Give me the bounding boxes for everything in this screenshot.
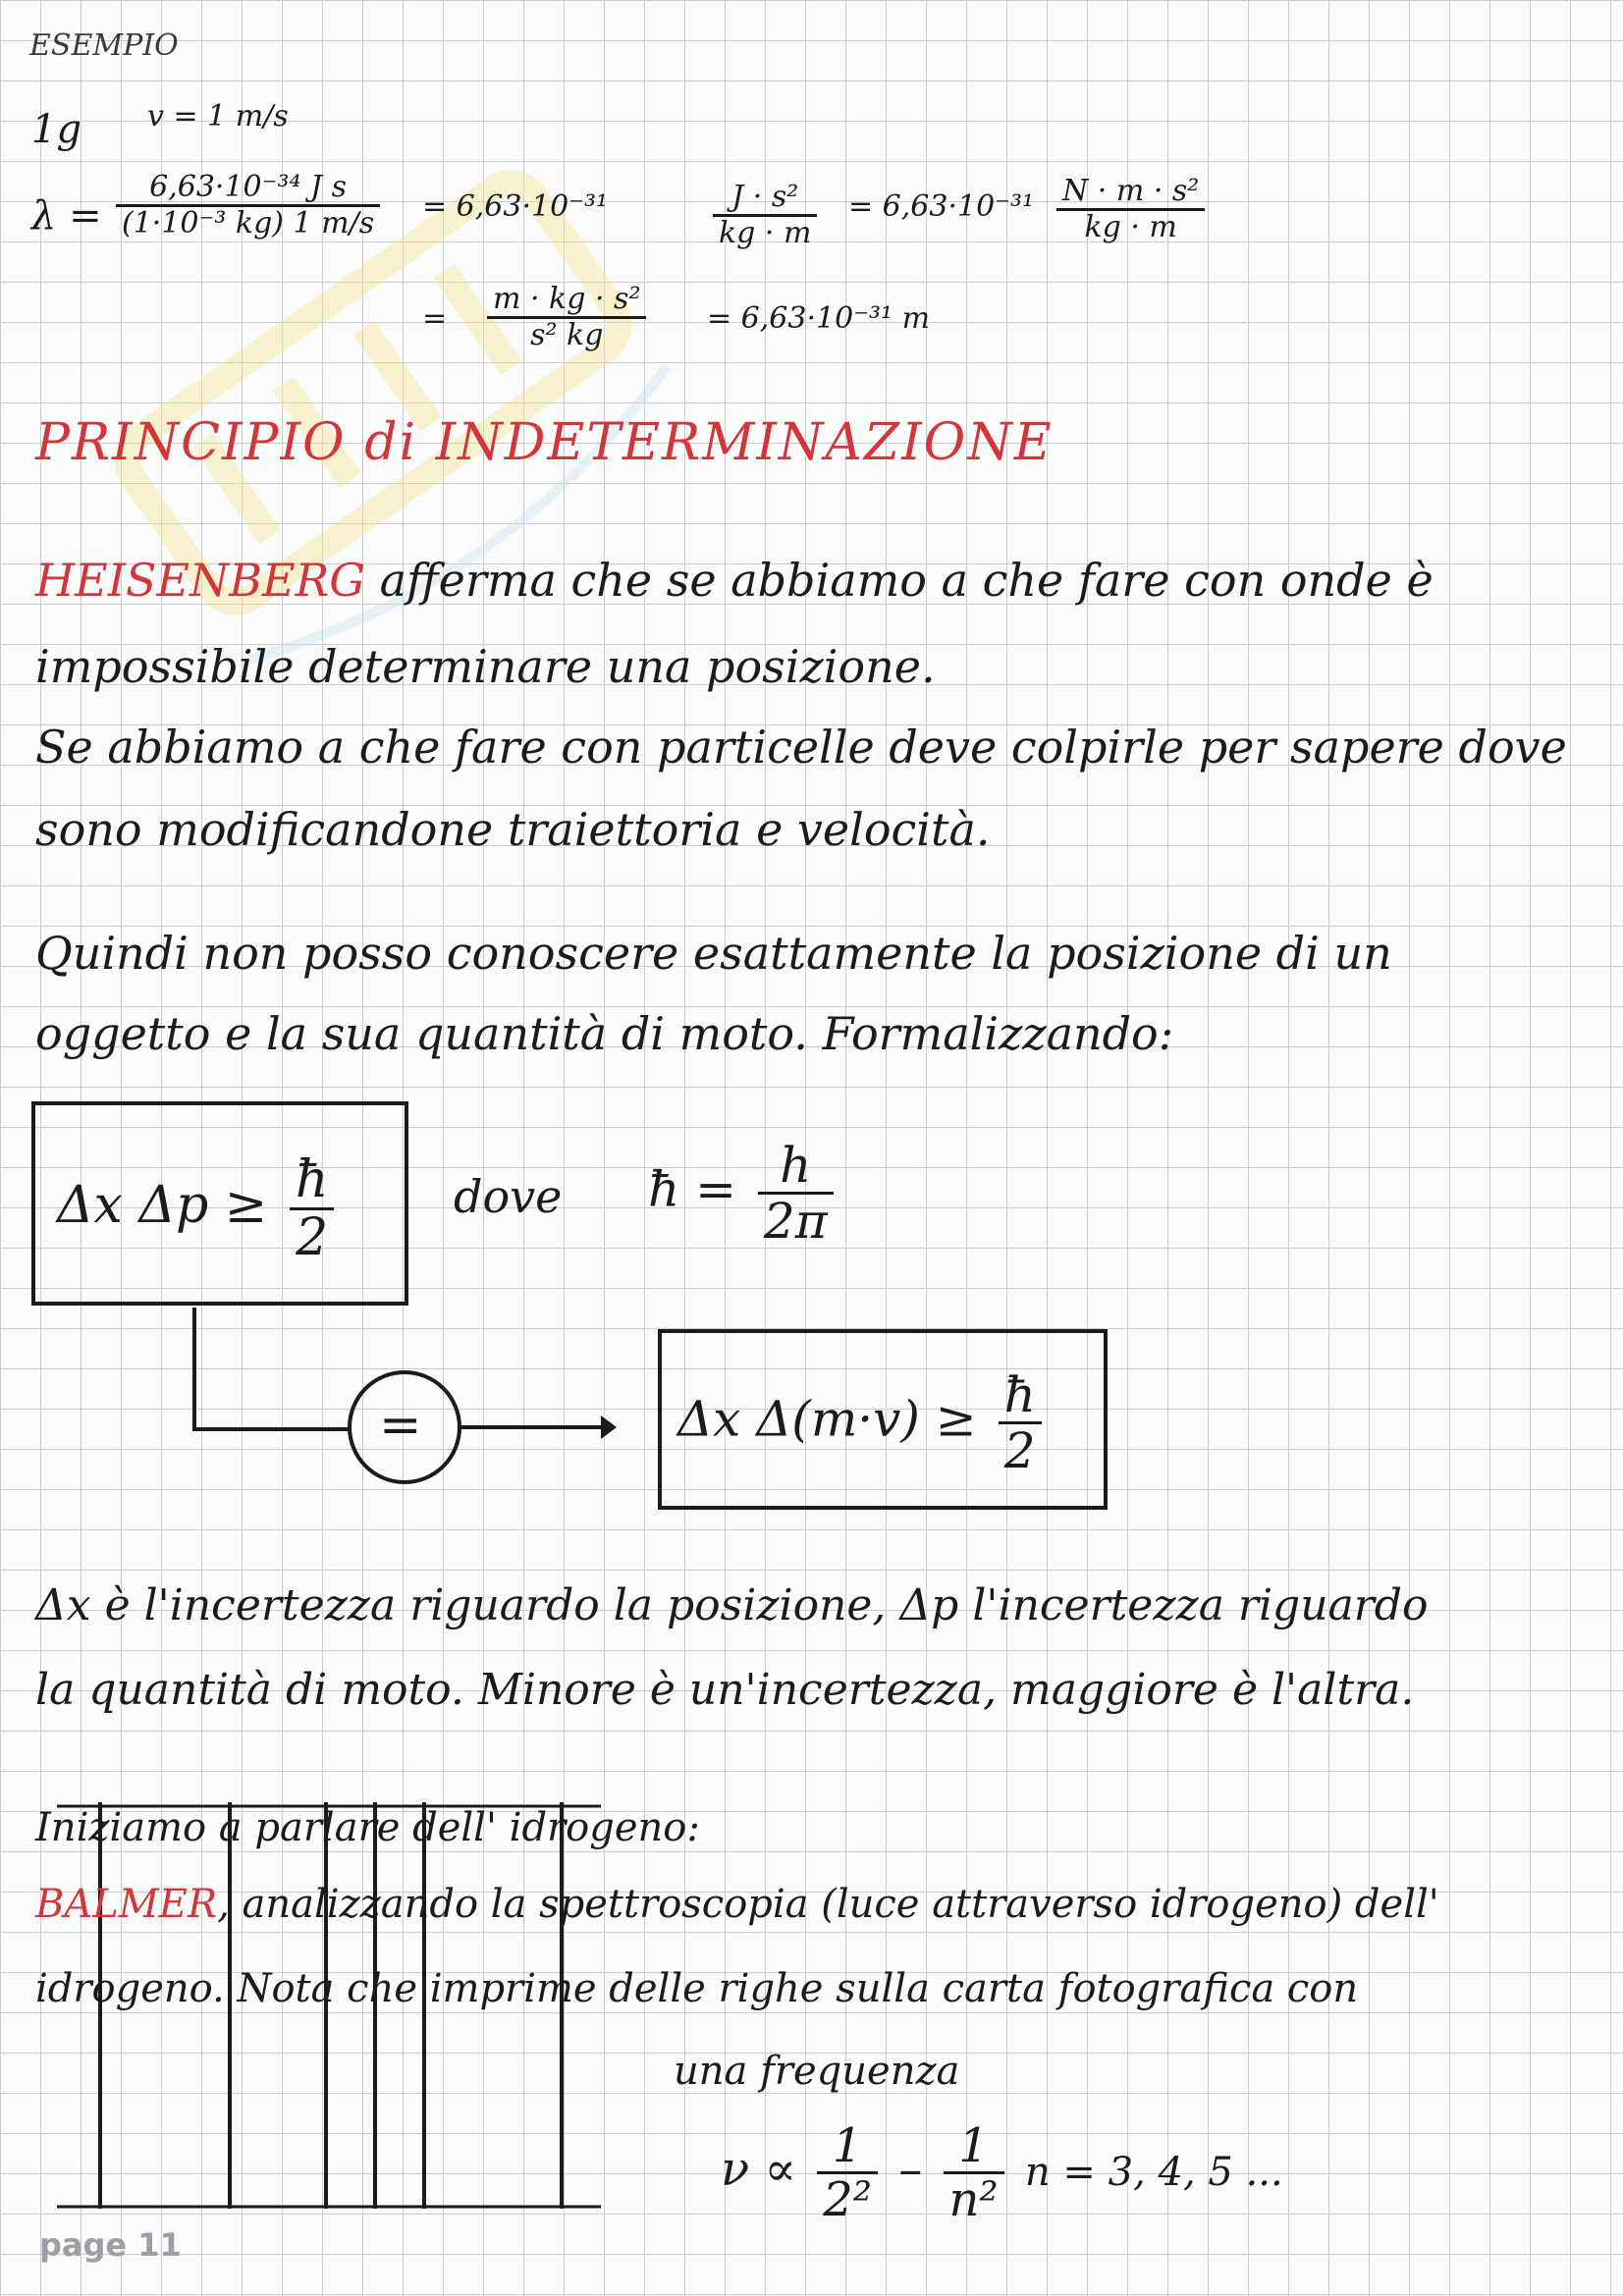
equal-circle-symbol: = <box>379 1396 422 1455</box>
page-number: page 11 <box>39 2226 182 2264</box>
balmer-line-3: una frequenza <box>674 2049 960 2094</box>
heisenberg-line-3: Se abbiamo a che fare con particelle deve colpirle per sapere dove <box>35 721 1567 774</box>
formula-2-denominator: 2 <box>1003 1422 1036 1479</box>
unit-2-denominator: kg · m <box>1084 210 1177 244</box>
balmer-formula <box>721 2118 1283 2227</box>
hbar-numerator: h <box>758 1141 834 1195</box>
balmer-text-1: , analizzando la spettroscopia (luce attraverso idrogeno) dell' <box>217 1882 1439 1927</box>
equation-step-1: = 6,63·10⁻³¹ <box>422 189 609 224</box>
explanation-line-2: la quantità di moto. Minore è un'incertezza, maggiore è l'altra. <box>35 1665 1415 1715</box>
balmer-denominator-2: n² <box>948 2172 999 2227</box>
unit-3-numerator: m · kg · s² <box>487 285 646 319</box>
formula-2-lhs: Δx Δ(m·v) ≥ <box>677 1390 977 1448</box>
balmer-line-1 <box>35 1882 1439 1927</box>
page-header-title: ESEMPIO <box>29 28 179 63</box>
arrow-head <box>601 1415 617 1439</box>
unit-3-denominator: s² kg <box>530 318 604 352</box>
explanation-line-1: Δx è l'incertezza riguardo la posizione, Δp l'incertezza riguardo <box>35 1580 1429 1630</box>
hbar-lhs: ħ = <box>648 1160 736 1218</box>
unit-1-numerator: J · s² <box>713 183 817 217</box>
balmer-denominator-1: 2² <box>823 2172 872 2227</box>
balmer-lhs: ν ∝ <box>721 2142 796 2197</box>
heisenberg-line-2: impossibile determinare una posizione. <box>35 640 936 693</box>
balmer-minus: – <box>898 2142 923 2197</box>
formula-1-denominator: 2 <box>296 1208 329 1267</box>
equation-step-2: = 6,63·10⁻³¹ <box>848 189 1035 224</box>
where-label: dove <box>454 1170 563 1223</box>
unit-1-denominator: kg · m <box>719 216 812 250</box>
heisenberg-line-5: Quindi non posso conoscere esattamente la posizione di un <box>35 927 1392 980</box>
heisenberg-line-4: sono modificandone traiettoria e velocità. <box>35 803 991 856</box>
balmer-numerator-1: 1 <box>817 2122 878 2174</box>
hydrogen-intro: Iniziamo a parlare dell' idrogeno: <box>35 1805 700 1850</box>
heisenberg-line-6: oggetto e la sua quantità di moto. Formalizzando: <box>35 1007 1174 1060</box>
heisenberg-text-1: afferma che se abbiamo a che fare con onde è <box>379 554 1434 607</box>
final-result: = 6,63·10⁻³¹ m <box>707 301 931 336</box>
formula-2-numerator: ħ <box>999 1370 1042 1424</box>
unit-2-numerator: N · m · s² <box>1056 177 1205 211</box>
connector-line <box>194 1308 350 1429</box>
balmer-line-2: idrogeno. Nota che imprime delle righe sulla carta fotografica con <box>35 1966 1359 2011</box>
balmer-numerator-2: 1 <box>944 2122 1004 2174</box>
lambda-lhs: λ = <box>31 193 102 239</box>
balmer-name: BALMER <box>35 1882 218 1927</box>
formula-1-lhs: Δx Δp ≥ <box>57 1176 268 1235</box>
balmer-condition: n = 3, 4, 5 ... <box>1024 2150 1283 2195</box>
lambda-denominator: (1·10⁻³ kg) 1 m/s <box>122 206 375 240</box>
momentum-formula <box>677 1366 1048 1479</box>
mass-value: 1g <box>31 107 82 152</box>
velocity-value: v = 1 m/s <box>147 99 289 133</box>
formula-1-numerator: ħ <box>290 1154 335 1210</box>
heisenberg-name: HEISENBERG <box>35 554 365 607</box>
hbar-denominator: 2π <box>763 1193 828 1250</box>
section-title: PRINCIPIO di INDETERMINAZIONE <box>35 413 1054 472</box>
lambda-numerator: 6,63·10⁻³⁴ J s <box>116 173 380 207</box>
equation-step-3: = <box>422 301 448 336</box>
